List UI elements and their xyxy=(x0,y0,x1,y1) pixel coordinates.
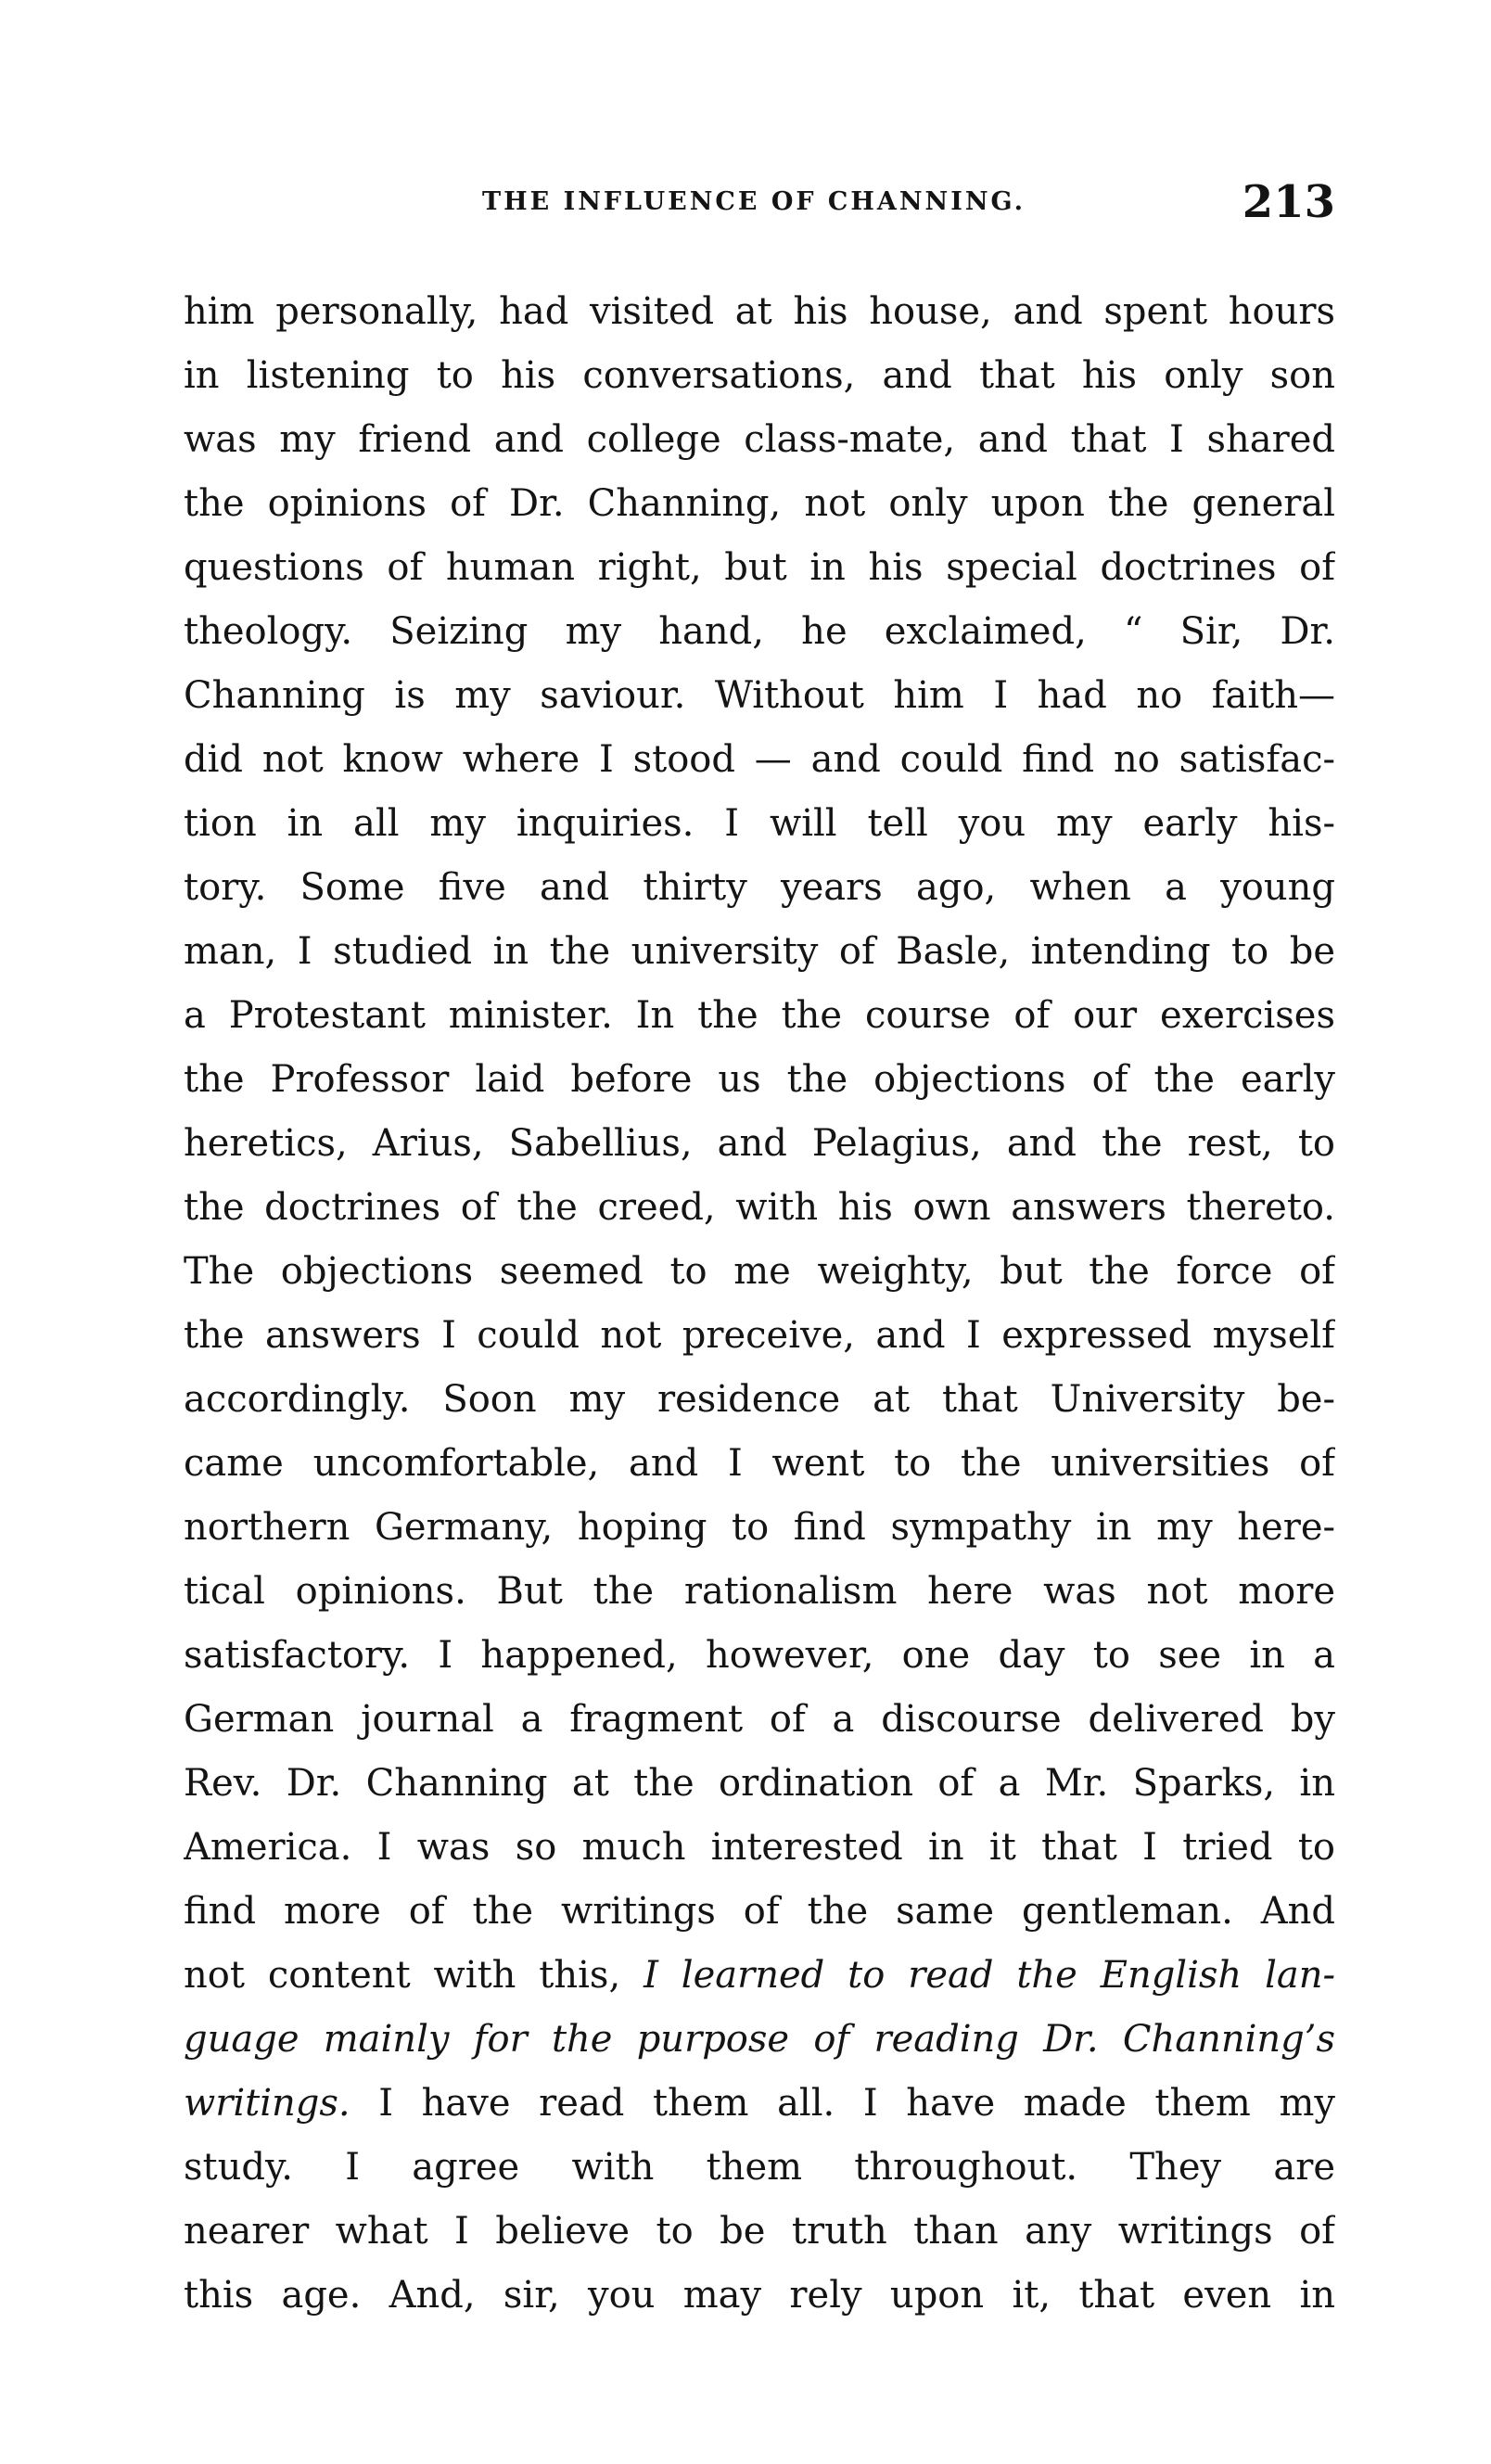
running-title: THE INFLUENCE OF CHANNING. xyxy=(482,187,1026,216)
text-line: theology. Seizing my hand, he exclaimed, “ Sir, Dr. xyxy=(184,610,1335,653)
text-line: came uncomfortable, and I went to the universities of xyxy=(184,1442,1335,1485)
text-line-mixed xyxy=(184,2072,1335,2136)
text-line: a Protestant minister. In the the course of our exercises xyxy=(184,994,1335,1037)
text-line: in listening to his conversations, and that his only son xyxy=(184,354,1335,397)
text-line: questions of human right, but in his special doctrines of xyxy=(184,546,1335,589)
text-line: heretics, Arius, Sabellius, and Pelagius, and the rest, to xyxy=(184,1122,1335,1165)
italic-run: guage mainly for the purpose of reading Dr. Channing’s xyxy=(184,2018,1335,2061)
text-line: nearer what I believe to be truth than any writings of xyxy=(184,2210,1335,2253)
text-line: man, I studied in the university of Basle, intending to be xyxy=(184,930,1335,973)
roman-run: not content with this, xyxy=(184,1954,644,1997)
text-line: the Professor laid before us the objections of the early xyxy=(184,1058,1335,1101)
text-line: Rev. Dr. Channing at the ordination of a Mr. Sparks, in xyxy=(184,1762,1335,1805)
text-line: tory. Some five and thirty years ago, when a young xyxy=(184,866,1335,909)
text-line: find more of the writings of the same gentleman. And xyxy=(184,1890,1335,1933)
text-line: did not know where I stood — and could find no satisfac- xyxy=(184,738,1335,781)
text-line: German journal a fragment of a discourse delivered by xyxy=(184,1698,1335,1741)
text-line: The objections seemed to me weighty, but the force of xyxy=(184,1250,1335,1293)
text-line: Channing is my saviour. Without him I had no faith— xyxy=(184,674,1335,717)
text-line: northern Germany, hoping to find sympathy in my here- xyxy=(184,1506,1335,1549)
text-line: satisfactory. I happened, however, one day to see in a xyxy=(184,1634,1335,1677)
roman-run: I have read them all. I have made them my xyxy=(350,2082,1335,2125)
text-line: tical opinions. But the rationalism here was not more xyxy=(184,1570,1335,1613)
text-line: was my friend and college class-mate, and that I shared xyxy=(184,418,1335,461)
text-line: tion in all my inquiries. I will tell you my early his- xyxy=(184,802,1335,845)
body-text xyxy=(184,280,1335,2328)
text-line: this age. And, sir, you may rely upon it, that even in xyxy=(184,2274,1335,2317)
text-line: accordingly. Soon my residence at that University be- xyxy=(184,1378,1335,1421)
text-line: study. I agree with them throughout. They are xyxy=(184,2146,1335,2189)
italic-run: I learned to read the English lan- xyxy=(644,1954,1335,1997)
text-line: America. I was so much interested in it that I tried to xyxy=(184,1826,1335,1869)
text-line: the opinions of Dr. Channing, not only upon the general xyxy=(184,482,1335,525)
text-line-mixed xyxy=(184,1944,1335,2008)
page-number: 213 xyxy=(1242,176,1335,228)
text-line: the answers I could not preceive, and I expressed myself xyxy=(184,1314,1335,1357)
italic-run: writings. xyxy=(184,2082,350,2125)
text-line: him personally, had visited at his house, and spent hours xyxy=(184,290,1335,333)
text-line: the doctrines of the creed, with his own answers thereto. xyxy=(184,1186,1335,1229)
running-head xyxy=(185,176,1335,237)
text-line-italic xyxy=(184,2008,1335,2072)
